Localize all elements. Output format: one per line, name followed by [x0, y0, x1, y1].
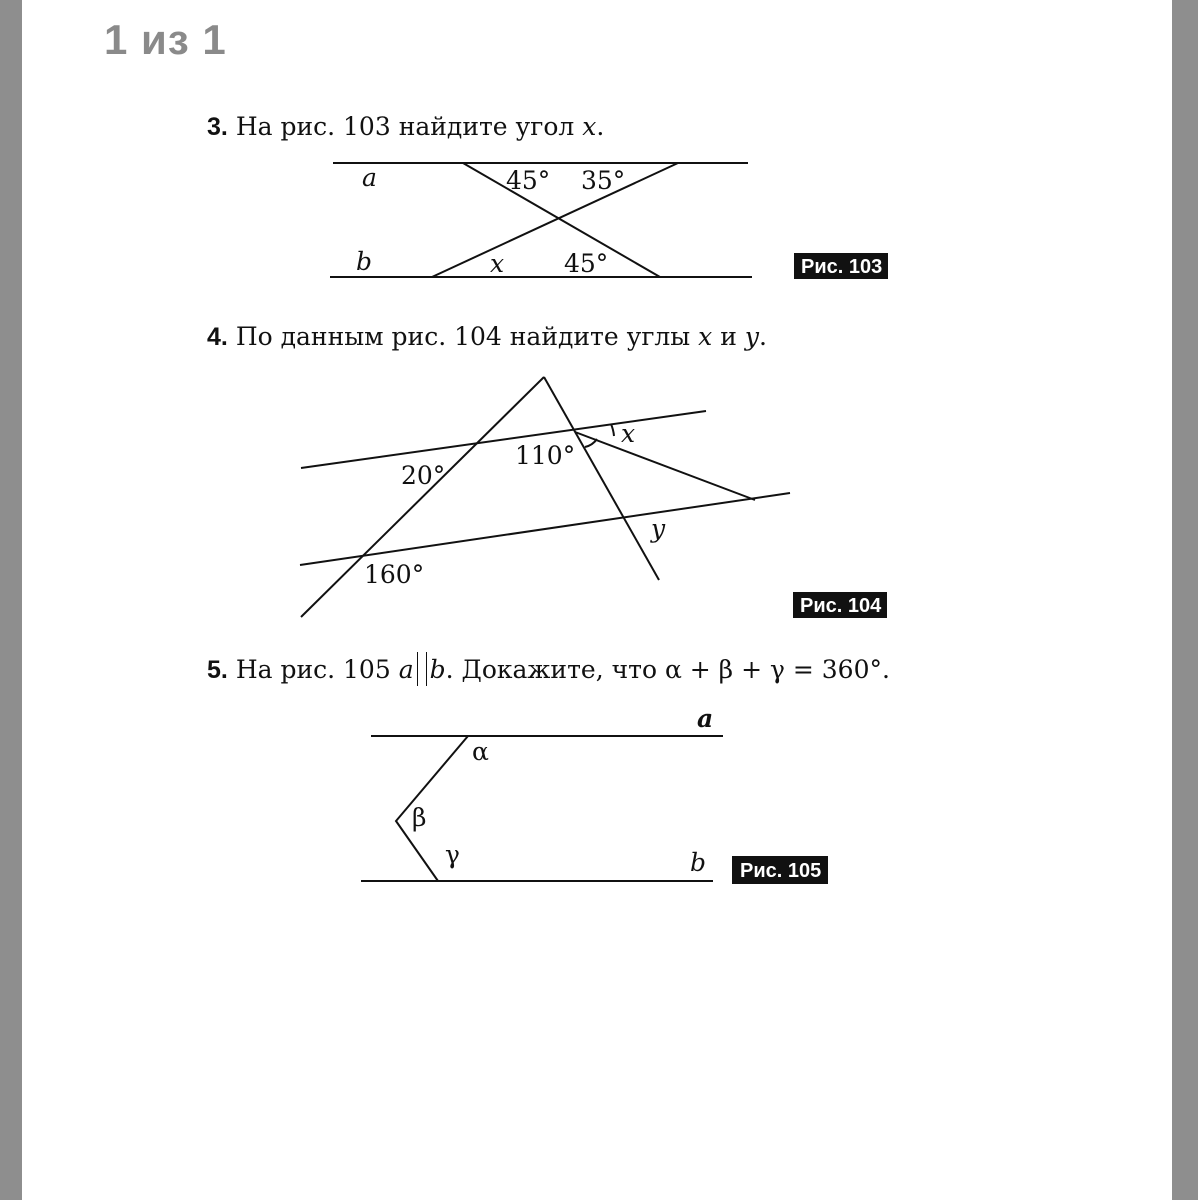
fig103-label-b: b: [356, 247, 373, 276]
fig103-label-a: a: [362, 163, 377, 192]
page-indicator: 1 из 1: [104, 16, 227, 63]
fig105-gamma: γ: [445, 840, 460, 869]
problem-text: По данным рис. 104 найдите углы: [235, 322, 699, 351]
problem-text-end: . Докажите, что α + β + γ = 360°.: [445, 655, 890, 684]
problem-variable-a: a: [398, 655, 414, 684]
transversal-2: [432, 163, 678, 277]
fig103-angle-45-top: 45°: [506, 166, 551, 195]
problem-variable-y: y: [744, 322, 759, 351]
fig103-angle-45-bottom: 45°: [564, 249, 609, 278]
fig105-caption: Рис. 105: [740, 860, 822, 882]
problem-variable-b: b: [429, 655, 446, 684]
problem-text-end: .: [758, 322, 767, 351]
fig105-beta: β: [412, 803, 427, 832]
fig105-label-a: a: [697, 704, 714, 733]
problem-number: 5.: [207, 656, 228, 684]
angle-arc-110: [585, 439, 597, 447]
problem-text-end: .: [596, 112, 605, 141]
x-ray: [575, 432, 755, 500]
problem-variable: x: [582, 112, 597, 141]
problem-text-mid: и: [712, 322, 745, 351]
fig104-angle-110: 110°: [515, 441, 576, 470]
lower-parallel: [300, 493, 790, 565]
angle-arc-x: [611, 424, 614, 436]
fig104-angle-160: 160°: [364, 560, 425, 589]
fig105-alpha: α: [472, 737, 489, 766]
problem-text: На рис. 103 найдите угол: [235, 112, 583, 141]
problem-text: На рис. 105: [235, 655, 399, 684]
fig104-caption: Рис. 104: [800, 595, 882, 617]
right-side: [544, 377, 659, 580]
problem-number: 3.: [207, 113, 228, 141]
problem-variable-x: x: [698, 322, 713, 351]
problem-number: 4.: [207, 323, 228, 351]
fig103-angle-x: x: [490, 249, 505, 278]
fig104-angle-20: 20°: [401, 461, 446, 490]
fig103-caption: Рис. 103: [801, 256, 883, 278]
fig104-angle-y: y: [651, 514, 666, 543]
fig104-angle-x: x: [621, 419, 636, 448]
fig103-angle-35: 35°: [581, 166, 626, 195]
fig105-label-b: b: [690, 848, 707, 877]
